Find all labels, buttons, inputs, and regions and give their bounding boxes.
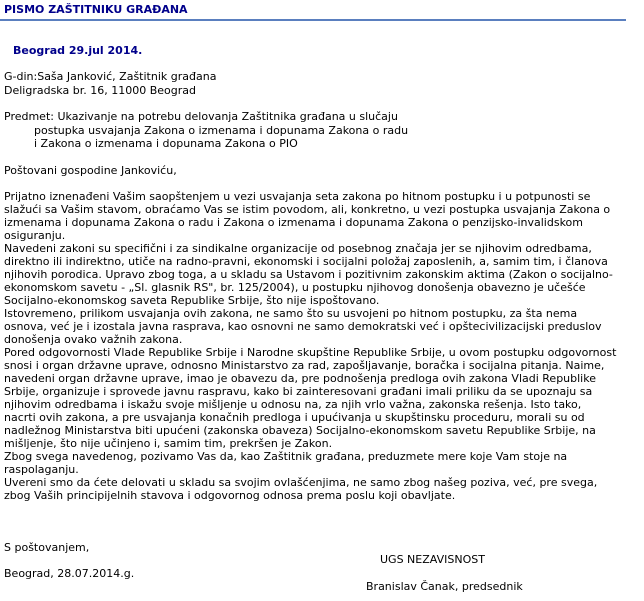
paragraph-line: Socijalno-ekonomskog saveta Republike Srbije, što nije ispoštovano.: [4, 294, 380, 307]
greeting: Poštovani gospodine Jankoviću,: [4, 164, 177, 177]
recipient-name: G-din:Saša Janković, Zaštitnik građana: [4, 70, 217, 83]
header-divider: [0, 19, 626, 21]
body-paragraph-2: [4, 242, 626, 307]
paragraph-line: nadležnog Ministarstva biti upućeni (zakonska obaveza) Socijalno-ekonomskom savetu Republike Srbije, na: [4, 424, 596, 437]
paragraph-line: mišljenje, što nije učinjeno i, samim tim, prekršen je Zakon.: [4, 437, 333, 450]
paragraph-line: Zbog svega navedenog, pozivamo Vas da, kao Zaštitnik građana, preduzmete mere koje Vam stoje na: [4, 450, 568, 463]
paragraph-line: navedeni organ državne uprave, imao je obavezu da, pre podnošenja predloga ovih zakona Vladi Republike: [4, 372, 596, 385]
signatory: Branislav Čanak, predsednik: [366, 580, 523, 593]
paragraph-line: snosi i organ državne uprave, odnosno Ministarstvo za rad, zapošljavanje, boračka i socijalna pitanja. Naime,: [4, 359, 605, 372]
recipient-address: Deligradska br. 16, 11000 Beograd: [4, 84, 196, 97]
paragraph-line: nacrti ovih zakona, a pre usvajanja konačnih predloga i upućivanja u skupštinsku proceduru, morali su od: [4, 411, 585, 424]
subject-line-2: postupka usvajanja Zakona o izmenama i dopunama Zakona o radu: [34, 124, 409, 137]
paragraph-line: Uvereni smo da ćete delovati u skladu sa svojim ovlašćenjima, ne samo zbog našeg poziva, već, pre svega,: [4, 476, 598, 489]
letter-title: PISMO ZAŠTITNIKU GRAĐANA: [4, 3, 188, 16]
paragraph-line: Prijatno iznenađeni Vašim saopštenjem u vezi usvajanja seta zakona po hitnom postupku i u potpunosti se: [4, 190, 591, 203]
organization-name: UGS NEZAVISNOST: [380, 553, 485, 566]
body-paragraph-6: [4, 476, 626, 502]
body-paragraph-5: [4, 450, 626, 476]
subject-line-1: Predmet: Ukazivanje na potrebu delovanja Zaštitnika građana u slučaju: [4, 110, 398, 123]
paragraph-line: ekonomskom savetu - „Sl. glasnik RS", br. 125/2004), u postupku njihovog donošenja obavezno je učešće: [4, 281, 586, 294]
paragraph-line: slažući sa Vašim stavom, obraćamo Vas se istim povodom, ali, konkretno, u vezi postupka usvajanja Zakona o: [4, 203, 611, 216]
paragraph-line: raspolaganju.: [4, 463, 79, 476]
letter-header: [0, 0, 644, 20]
body-paragraph-4: [4, 346, 626, 450]
place-and-date: Beograd, 28.07.2014.g.: [4, 567, 135, 580]
paragraph-line: donošenja ovako važnih zakona.: [4, 333, 183, 346]
paragraph-line: izmenama i dopunama Zakona o radu i Zakona o izmenama i dopunama Zakona o penzijsko-invalidskom: [4, 216, 583, 229]
body-paragraph-1: [4, 190, 626, 242]
body-paragraph-3: [4, 307, 626, 346]
paragraph-line: Srbije, organizuje i sprovede javnu raspravu, kako bi zainteresovani građani imali priliku da se upoznaju sa: [4, 385, 593, 398]
paragraph-line: Pored odgovornosti Vlade Republike Srbije i Narodne skupštine Republike Srbije, u ovom postupku odgovornost: [4, 346, 617, 359]
paragraph-line: Istovremeno, prilikom usvajanja ovih zakona, ne samo što su usvojeni po hitnom postupku, za šta nema: [4, 307, 578, 320]
paragraph-line: Navedeni zakoni su specifični i za sindikalne organizacije od posebnog značaja jer se njihovim odredbama,: [4, 242, 592, 255]
paragraph-line: direktno ili indirektno, utiče na radno-pravni, ekonomski i socijalni položaj zaposlenih, a, samim tim, i članova: [4, 255, 608, 268]
paragraph-line: osnova, već je i izostala javna rasprava, kao osnovni ne samo demokratski već i opštecivilizacijski preduslov: [4, 320, 602, 333]
paragraph-line: osiguranju.: [4, 229, 66, 242]
closing-salutation: S poštovanjem,: [4, 541, 90, 554]
letter-date: Beograd 29.jul 2014.: [13, 44, 143, 57]
subject-line-3: i Zakona o izmenama i dopunama Zakona o PIO: [34, 137, 298, 150]
paragraph-line: njihovih porodica. Upravo zbog toga, a u skladu sa Ustavom i pozitivnim zakonskim aktima (Zakon o socijalno-: [4, 268, 613, 281]
paragraph-line: njihovim odredbama i iskažu svoje mišljenje u odnosu na, za njih vrlo važna, zakonska rešenja. Isto tako,: [4, 398, 582, 411]
paragraph-line: zbog Vaših principijelnih stavova i odgovornog odnosa prema poslu koji obavljate.: [4, 489, 456, 502]
